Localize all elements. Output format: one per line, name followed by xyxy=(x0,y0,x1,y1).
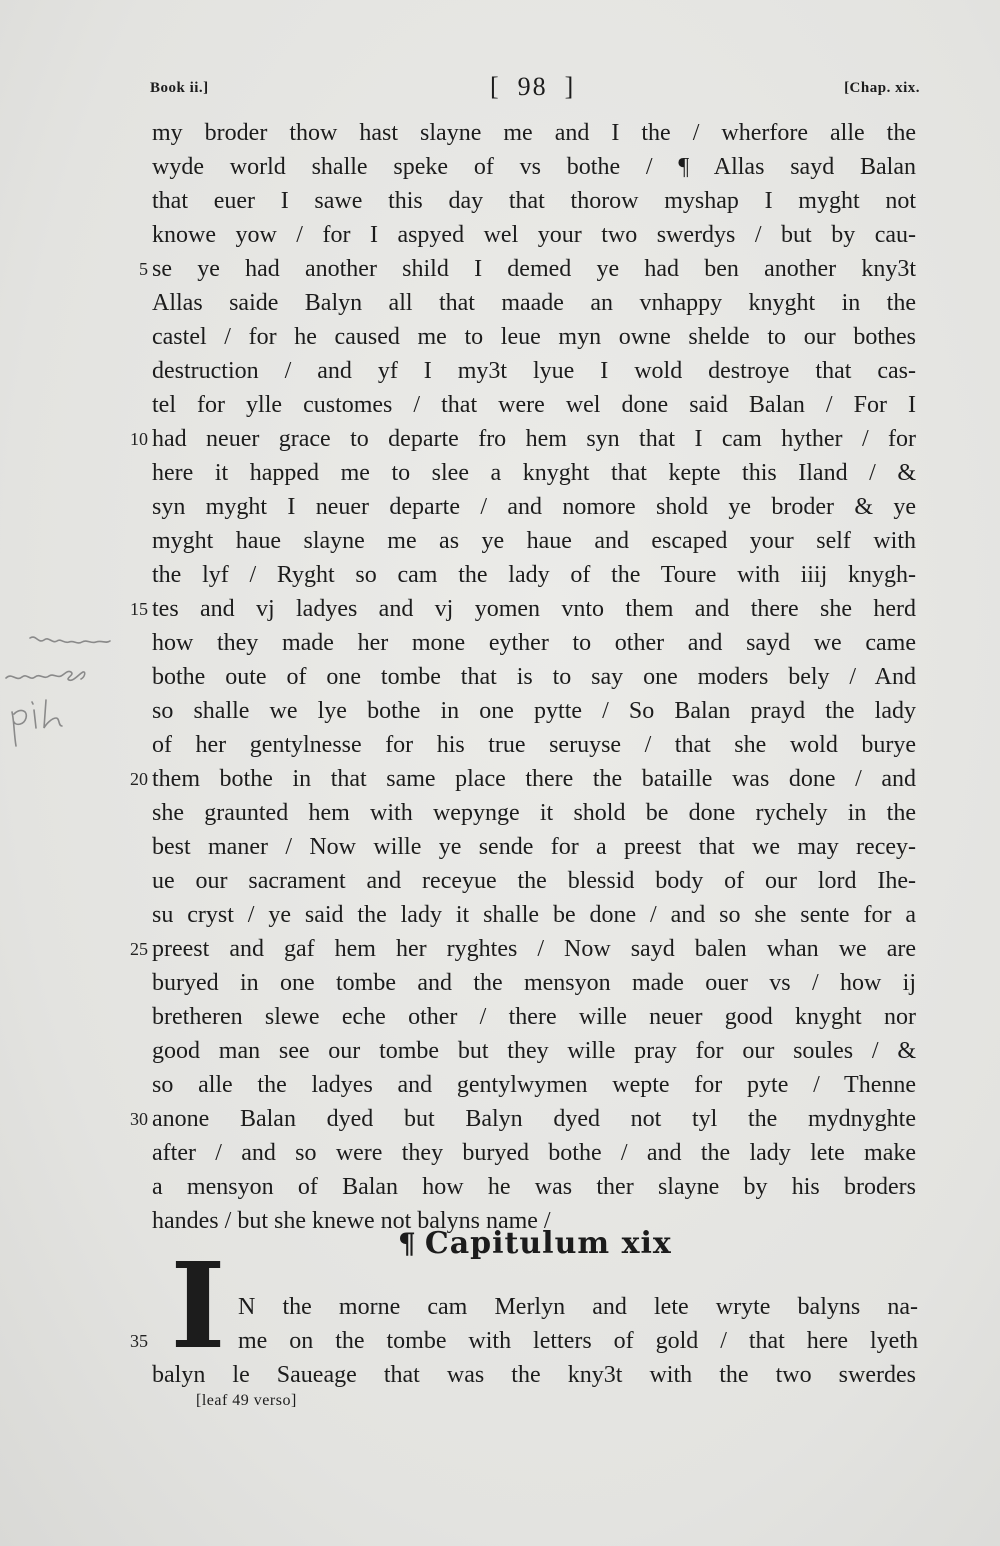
text-line: so shalle we lye bothe in one pytte / So Balan prayd the lady xyxy=(152,698,916,724)
text-line: them bothe in that same place there the bataille was done / and xyxy=(152,766,916,792)
text-line: after / and so were they buryed bothe / and the lady lete make xyxy=(152,1140,916,1166)
text-line: had neuer grace to departe fro hem syn that I cam hyther / for xyxy=(152,426,916,452)
text-line: knowe yow / for I aspyed wel your two swerdys / but by cau- xyxy=(152,222,916,248)
chapter-heading xyxy=(398,1226,672,1261)
text-line: here it happed me to slee a knyght that kepte this Iland / & xyxy=(152,460,916,486)
text-line: of her gentylnesse for his true seruyse / that she wold burye xyxy=(152,732,916,758)
text-line: the lyf / Ryght so cam the lady of the Toure with iiij knygh- xyxy=(152,562,916,588)
running-header xyxy=(150,72,920,106)
text-line: se ye had another shild I demed ye had ben another kny3t xyxy=(152,256,916,282)
text-line: she graunted hem with wepynge it shold be done rychely in the xyxy=(152,800,916,826)
text-line: wyde world shalle speke of vs bothe / ¶ Allas sayd Balan xyxy=(152,154,916,180)
text-line: tes and vj ladyes and vj yomen vnto them and there she herd xyxy=(152,596,916,622)
leaf-signature: [leaf 49 verso] xyxy=(196,1392,297,1409)
text-line: tel for ylle customes / that were wel done said Balan / For I xyxy=(152,392,916,418)
text-line: destruction / and yf I my3t lyue I wold destroye that cas- xyxy=(152,358,916,384)
line-number: 30 xyxy=(130,1109,148,1129)
text-line: bothe oute of one tombe that is to say one moders bely / And xyxy=(152,664,916,690)
handwritten-annotation-icon xyxy=(0,620,140,760)
text-line: good man see our tombe but they wille pray for our soules / & xyxy=(152,1038,916,1064)
pilcrow-icon: ¶ xyxy=(398,1227,417,1260)
text-line: best maner / Now wille ye sende for a preest that we may recey- xyxy=(152,834,916,860)
header-book: Book ii.] xyxy=(150,80,209,96)
line-number: 35 xyxy=(130,1331,148,1351)
text-line: castel / for he caused me to leue myn owne shelde to our bothes xyxy=(152,324,916,350)
text-line: su cryst / ye said the lady it shalle be done / and so she sente for a xyxy=(152,902,916,928)
text-line: buryed in one tombe and the mensyon made ouer vs / how ij xyxy=(152,970,916,996)
text-line: that euer I sawe this day that thorow myshap I myght not xyxy=(152,188,916,214)
text-line: preest and gaf hem her ryghtes / Now sayd balen whan we are xyxy=(152,936,916,962)
text-line: a mensyon of Balan how he was ther slayne by his broders xyxy=(152,1174,916,1200)
page-number: [ 98 ] xyxy=(490,72,576,101)
line-number: 20 xyxy=(130,769,148,789)
line-number: 15 xyxy=(130,599,148,619)
header-chapter: [Chap. xix. xyxy=(844,80,920,96)
text-line: ue our sacrament and receyue the blessid body of our lord Ihe- xyxy=(152,868,916,894)
drop-cap: I xyxy=(170,1236,226,1375)
text-line: Allas saide Balyn all that maade an vnhappy knyght in the xyxy=(152,290,916,316)
text-line: me on the tombe with letters of gold / that here lyeth xyxy=(238,1328,918,1354)
text-line: handes / but she knewe not balyns name / xyxy=(152,1208,551,1234)
text-line: N the morne cam Merlyn and lete wryte balyns na- xyxy=(238,1294,918,1320)
text-line: anone Balan dyed but Balyn dyed not tyl the mydnyghte xyxy=(152,1106,916,1132)
line-number: 25 xyxy=(130,939,148,959)
chapter-title: Capitulum xix xyxy=(424,1226,672,1261)
text-line: my broder thow hast slayne me and I the / wherfore alle the xyxy=(152,120,916,146)
text-line: bretheren slewe eche other / there wille neuer good knyght nor xyxy=(152,1004,916,1030)
text-line: how they made her mone eyther to other and sayd we came xyxy=(152,630,916,656)
text-line: myght haue slayne me as ye haue and escaped your self with xyxy=(152,528,916,554)
text-line: so alle the ladyes and gentylwymen wepte for pyte / Thenne xyxy=(152,1072,916,1098)
text-line: syn myght I neuer departe / and nomore shold ye broder & ye xyxy=(152,494,916,520)
line-number: 5 xyxy=(139,259,148,279)
text-line: balyn le Saueage that was the kny3t with the two swerdes xyxy=(152,1362,916,1388)
line-number: 10 xyxy=(130,429,148,449)
